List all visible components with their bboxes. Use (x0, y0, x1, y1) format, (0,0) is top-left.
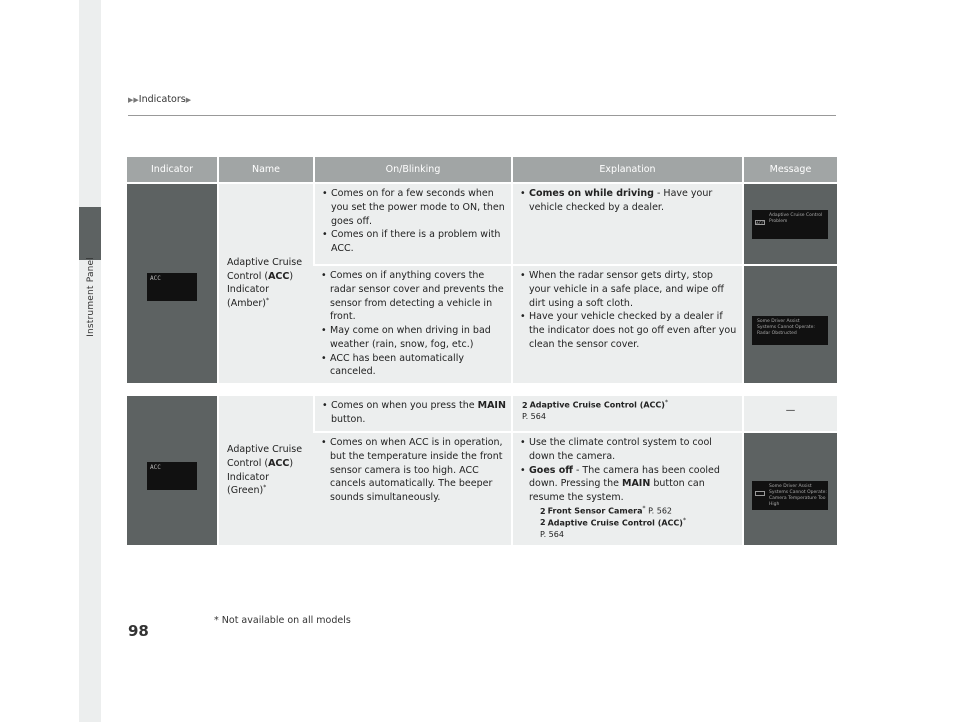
list-item: • Comes on for a few seconds when you set the power mode to ON, then goes off. (322, 187, 506, 228)
list-item: • Comes on when you press the MAIN button. (322, 399, 506, 427)
list-item: • Comes on if anything covers the radar sensor cover and prevents the sensor from detecting a vehicle in front. (321, 269, 506, 324)
on-blinking-cell (314, 183, 512, 265)
section-side-tab-marker (79, 207, 101, 260)
list-item: • Comes on if there is a problem with ACC. (322, 228, 506, 256)
camera-icon (755, 491, 765, 496)
list-item: • Comes on while driving - Have your vehicle checked by a dealer. (520, 187, 737, 215)
header-indicator: Indicator (127, 157, 218, 183)
acc-green-indicator-icon: ACC (147, 462, 197, 490)
on-blinking-cell (314, 432, 512, 545)
list-item: • Have your vehicle checked by a dealer if the indicator does not go off even after you clean the sensor cover. (520, 310, 737, 351)
breadcrumb-arrow-icon: ▶▶ (128, 96, 139, 104)
cross-reference-link[interactable]: 2 Front Sensor Camera* P. 562 (540, 504, 673, 516)
indicator-table (127, 157, 837, 545)
message-cell (743, 395, 837, 432)
header-name: Name (218, 157, 314, 183)
section-side-tab-label: Instrument Panel (86, 257, 96, 337)
header-rule (128, 115, 836, 116)
table-header-row (127, 157, 837, 183)
reference-arrow-icon: 2 (540, 518, 546, 528)
breadcrumb-label: Indicators (138, 94, 186, 105)
list-item: • Goes off - The camera has been cooled down. Pressing the MAIN button can resume the system. (520, 464, 737, 505)
indicator-cell (127, 183, 218, 383)
acc-icon: ACC (756, 221, 765, 226)
list-item: • Comes on when ACC is in operation, but the temperature inside the front sensor camera is too high. ACC cancels automatically. The beeper sounds simultaneously. (321, 436, 506, 505)
cross-reference-link[interactable]: 2 Adaptive Cruise Control (ACC)* P. 564 (540, 516, 686, 539)
list-item: • When the radar sensor gets dirty, stop your vehicle in a safe place, and wipe off dirt using a soft cloth. (520, 269, 737, 310)
acc-amber-indicator-icon: ACC (147, 273, 197, 301)
list-item: • ACC has been automatically canceled. (321, 352, 506, 380)
message-cell (743, 265, 837, 383)
name-cell: Adaptive Cruise Control (ACC) Indicator (Amber)* (218, 183, 314, 383)
breadcrumb-arrow-icon: ▶ (185, 96, 192, 104)
header-explanation: Explanation (512, 157, 743, 183)
list-item: • Use the climate control system to cool down the camera. (520, 436, 737, 464)
reference-arrow-icon: 2 (522, 400, 528, 410)
list-item: • May come on when driving in bad weather (rain, snow, fog, etc.) (321, 324, 506, 352)
indicator-cell (127, 395, 218, 545)
on-blinking-cell (314, 395, 512, 432)
explanation-cell (512, 395, 743, 432)
message-cell (743, 183, 837, 265)
on-blinking-cell (314, 265, 512, 383)
explanation-cell (512, 265, 743, 383)
name-cell: Adaptive Cruise Control (ACC) Indicator (Green)* (218, 395, 314, 545)
message-display: Some Driver Assist Systems Cannot Operate: Camera Temperature Too High (752, 481, 828, 510)
message-display: ACC Adaptive Cruise Control Problem (752, 210, 828, 239)
message-cell (743, 432, 837, 545)
footnote: * Not available on all models (214, 615, 351, 626)
table-row (127, 395, 837, 432)
no-message-dash: — (785, 405, 796, 417)
table-row (127, 183, 837, 265)
message-display: Some Driver Assist Systems Cannot Operate: Radar Obstructed (752, 316, 828, 345)
breadcrumb (128, 94, 191, 105)
reference-arrow-icon: 2 (540, 506, 546, 516)
header-on-blinking: On/Blinking (314, 157, 512, 183)
section-side-tab (79, 0, 101, 722)
explanation-cell (512, 183, 743, 265)
page-number: 98 (128, 622, 149, 640)
explanation-cell (512, 432, 743, 545)
cross-reference-link[interactable]: 2 Adaptive Cruise Control (ACC)* P. 564 (522, 399, 668, 421)
header-message: Message (743, 157, 837, 183)
